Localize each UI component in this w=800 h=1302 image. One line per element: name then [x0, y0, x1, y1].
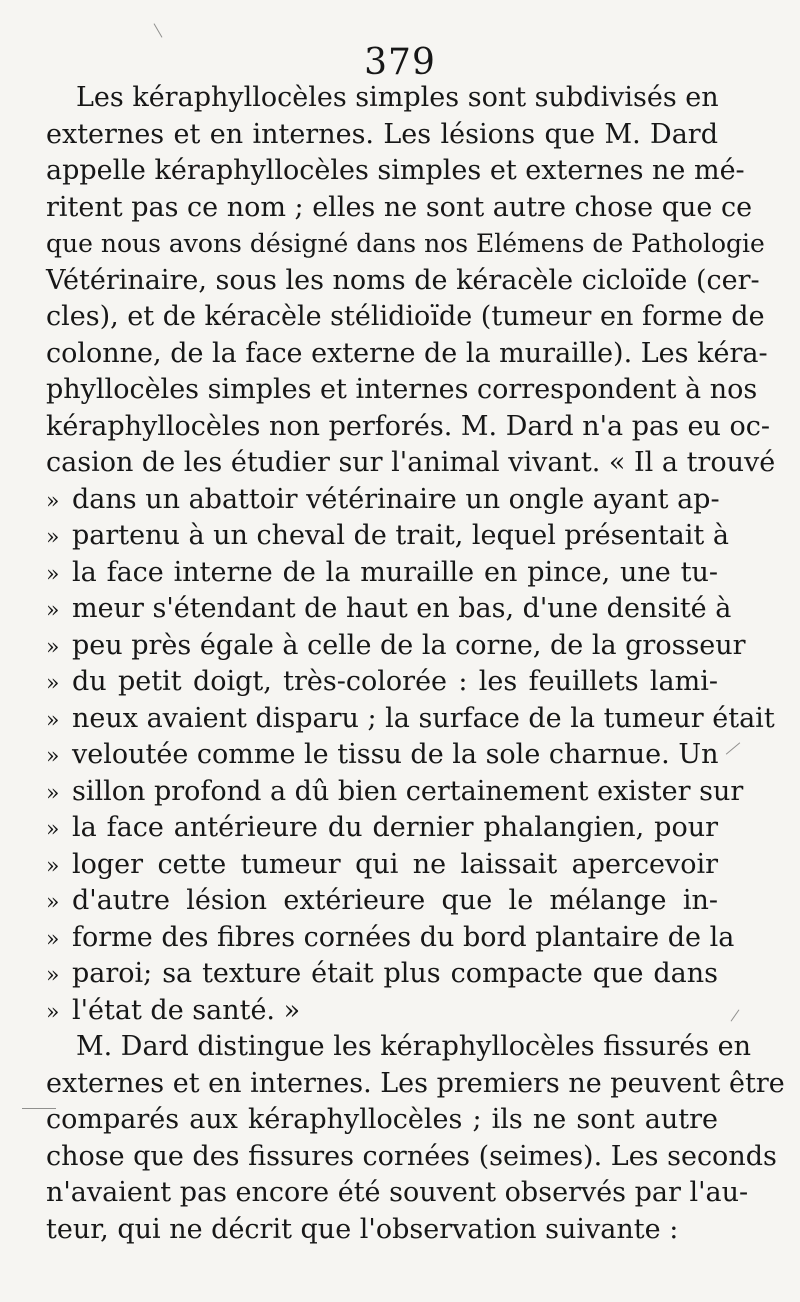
text-line: Vétérinaire, sous les noms de kéracèle cicloïde (cer-	[46, 264, 760, 296]
text-line: phyllocèles simples et internes correspondent à nos	[46, 374, 758, 405]
quote-mark: »	[46, 671, 60, 696]
quote-mark: »	[46, 780, 60, 806]
quote-line	[46, 993, 718, 1030]
quote-text: sillon profond a dû bien certainement exister sur	[72, 775, 744, 807]
text-line: externes et en internes. Les lésions que M. Dard	[46, 118, 718, 150]
text-line: cles), et de kéracèle stélidioïde (tumeur en forme de	[46, 301, 765, 332]
scan-mark	[726, 742, 740, 754]
quote-mark: »	[46, 963, 60, 988]
text-line: n'avaient pas encore été souvent observés par l'au-	[46, 1177, 749, 1208]
text-line: comparés aux kéraphyllocèles ; ils ne sont autre	[46, 1104, 718, 1135]
quote-text: paroi; sa texture était plus compacte que dans	[72, 958, 718, 989]
scan-mark	[731, 1009, 740, 1021]
quote-line	[46, 555, 718, 592]
text-line: M. Dard distingue les kéraphyllocèles fissurés en	[76, 1031, 752, 1062]
quote-line	[46, 737, 718, 774]
text-line: externes et en internes. Les premiers ne peuvent être	[46, 1067, 785, 1099]
text-line: kéraphyllocèles non perforés. M. Dard n'a pas eu oc-	[46, 410, 770, 442]
text-line: que nous avons désigné dans nos Elémens de Pathologie	[46, 229, 765, 258]
quote-line	[46, 956, 718, 993]
text-line: appelle kéraphyllocèles simples et externes ne mé-	[46, 155, 745, 186]
quote-mark: »	[46, 488, 60, 514]
quote-line	[46, 664, 718, 701]
text-line: colonne, de la face externe de la muraille). Les kéra-	[46, 337, 768, 369]
quote-text: d'autre lésion extérieure que le mélange in-	[72, 885, 718, 916]
quote-mark: »	[46, 598, 60, 623]
quote-mark: »	[46, 890, 60, 915]
quote-mark: »	[46, 707, 60, 733]
quote-text: meur s'étendant de haut en bas, d'une densité à	[72, 593, 732, 624]
text-line: chose que des fissures cornées (seimes). Les seconds	[46, 1140, 777, 1172]
quote-text: loger cette tumeur qui ne laissait apercevoir	[72, 848, 718, 880]
quote-line	[46, 920, 735, 957]
quote-text: veloutée comme le tissu de la sole charnue. Un	[72, 739, 719, 770]
scan-mark	[154, 23, 163, 37]
quote-line	[46, 847, 718, 884]
quote-mark: »	[46, 744, 60, 769]
quote-text: forme des fibres cornées du bord plantaire de la	[72, 921, 735, 953]
page-number: 379	[364, 42, 436, 83]
scan-mark	[22, 1108, 56, 1109]
quote-text: dans un abattoir vétérinaire un ongle ayant ap-	[72, 483, 720, 515]
quote-text: l'état de santé. »	[72, 994, 301, 1026]
quote-mark: »	[46, 817, 60, 842]
quote-text: neux avaient disparu ; la surface de la tumeur était	[72, 702, 775, 734]
quote-line	[46, 774, 744, 811]
quote-mark: »	[46, 999, 60, 1025]
quote-mark: »	[46, 926, 60, 952]
quote-line	[46, 482, 718, 519]
quote-line	[46, 701, 775, 738]
quote-line	[46, 883, 718, 920]
quote-text: la face interne de la muraille en pince, une tu-	[72, 556, 718, 588]
text-line: Les kéraphyllocèles simples sont subdivisés en	[76, 82, 719, 113]
quote-mark: »	[46, 525, 60, 550]
quote-line	[46, 628, 746, 665]
quote-text: du petit doigt, très-colorée : les feuillets lami-	[72, 666, 718, 697]
text-line: casion de les étudier sur l'animal vivant. « Il a trouvé	[46, 447, 776, 478]
quote-line	[46, 810, 718, 847]
quote-mark: »	[46, 561, 60, 587]
text-line: ritent pas ce nom ; elles ne sont autre chose que ce	[46, 191, 753, 223]
quote-text: la face antérieure du dernier phalangien, pour	[72, 812, 718, 843]
page-text	[46, 80, 785, 1248]
quote-text: peu près égale à celle de la corne, de la grosseur	[72, 629, 746, 661]
quote-text: partenu à un cheval de trait, lequel présentait à	[72, 520, 729, 551]
quote-mark: »	[46, 634, 60, 660]
quote-line	[46, 518, 729, 555]
quote-line	[46, 591, 732, 628]
text-line: teur, qui ne décrit que l'observation suivante :	[46, 1213, 679, 1245]
quote-mark: »	[46, 853, 60, 879]
